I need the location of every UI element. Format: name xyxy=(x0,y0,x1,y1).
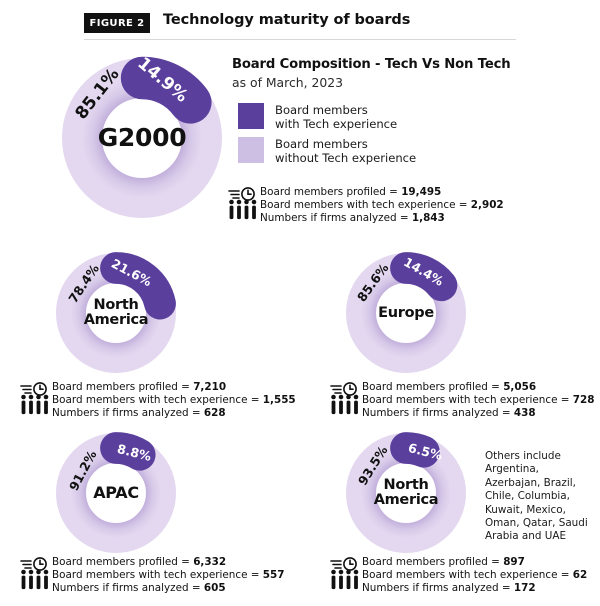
stats-icons-g2000 xyxy=(228,186,260,222)
donut-value-g2000-tech: 14.9% xyxy=(133,53,192,107)
stats-icons-north-america xyxy=(20,381,52,417)
people-icon xyxy=(20,394,52,420)
stat-with-tech-north-america: Board members with tech experience = 1,555 xyxy=(52,394,296,407)
stats-text-europe xyxy=(362,381,594,421)
donut-value-europe-non-tech: 85.6% xyxy=(353,260,392,305)
others-include-note: Others include Argentina, Azerbajan, Brazil, Chile, Columbia, Kuwait, Mexico, Oman, Qatar, Saudi Arabia and UAE xyxy=(485,450,588,543)
chart-title: Board Composition - Tech Vs Non Tech xyxy=(232,57,511,72)
donut-label-others: North America xyxy=(373,477,439,508)
stat-profiled-g2000: Board members profiled = 19,495 xyxy=(260,186,442,198)
legend-label-tech xyxy=(275,103,397,131)
legend xyxy=(238,103,416,171)
donut-label-apac: APAC xyxy=(93,482,139,502)
stat-firms-apac: Numbers if firms analyzed = 605 xyxy=(52,582,226,595)
donut-value-apac-non-tech: 91.2% xyxy=(65,447,100,494)
donut-chart-others xyxy=(346,433,466,553)
legend-swatch-tech xyxy=(238,103,264,129)
stat-firms-g2000: Numbers if firms analyzed = 1,843 xyxy=(260,212,445,225)
donut-label-north-america: North America xyxy=(83,297,149,328)
stat-profiled-europe: Board members profiled = 5,056 xyxy=(362,381,537,393)
legend-label-non-tech-line1: Board members xyxy=(275,137,368,151)
donut-label-europe: Europe xyxy=(378,304,434,321)
donut-label-g2000: G2000 xyxy=(97,123,187,153)
donut-chart-north-america xyxy=(56,253,176,373)
stats-block-others xyxy=(330,556,587,596)
people-icon xyxy=(20,569,52,595)
stats-text-g2000 xyxy=(260,186,504,226)
people-icon xyxy=(330,394,362,420)
legend-label-tech-line1: Board members xyxy=(275,103,368,117)
figure-header xyxy=(0,0,600,46)
stats-text-apac xyxy=(52,556,284,596)
legend-label-non-tech-line2: without Tech experience xyxy=(275,151,417,165)
donut-value-north-america-non-tech: 78.4% xyxy=(65,261,103,306)
people-icon xyxy=(228,199,260,225)
donut-value-apac-tech: 8.8% xyxy=(115,441,153,464)
chart-subtitle: as of March, 2023 xyxy=(232,75,344,90)
stat-with-tech-others: Board members with tech experience = 62 xyxy=(362,569,588,582)
stat-firms-north-america: Numbers if firms analyzed = 628 xyxy=(52,407,226,420)
stats-block-apac xyxy=(20,556,284,596)
legend-item-non-tech xyxy=(238,137,416,165)
stat-with-tech-europe: Board members with tech experience = 728 xyxy=(362,394,595,407)
stat-with-tech-apac: Board members with tech experience = 557 xyxy=(52,569,285,582)
donut-value-others-non-tech: 93.5% xyxy=(354,443,391,488)
donut-chart-g2000 xyxy=(62,58,222,218)
stats-text-north-america xyxy=(52,381,296,421)
people-icon xyxy=(330,569,362,595)
stat-profiled-north-america: Board members profiled = 7,210 xyxy=(52,381,227,393)
donut-value-north-america-tech: 21.6% xyxy=(109,255,155,290)
stats-block-g2000 xyxy=(228,186,504,226)
donut-chart-apac xyxy=(56,433,176,553)
donut-chart-europe xyxy=(346,253,466,373)
stat-firms-others: Numbers if firms analyzed = 172 xyxy=(362,582,536,595)
legend-item-tech xyxy=(238,103,416,131)
stats-icons-europe xyxy=(330,381,362,417)
stat-profiled-apac: Board members profiled = 6,332 xyxy=(52,556,227,568)
stat-profiled-others: Board members profiled = 897 xyxy=(362,556,525,568)
legend-swatch-non-tech xyxy=(238,137,264,163)
legend-label-tech-line2: with Tech experience xyxy=(275,117,398,131)
donut-value-others-tech: 6.5% xyxy=(406,440,444,463)
stats-text-others xyxy=(362,556,587,596)
stats-block-north-america xyxy=(20,381,296,421)
donut-value-europe-tech: 14.4% xyxy=(401,254,447,289)
stats-icons-apac xyxy=(20,556,52,592)
stats-block-europe xyxy=(330,381,594,421)
stat-with-tech-g2000: Board members with tech experience = 2,902 xyxy=(260,199,504,212)
figure-badge: FIGURE 2 xyxy=(84,13,150,33)
stat-firms-europe: Numbers if firms analyzed = 438 xyxy=(362,407,536,420)
stats-icons-others xyxy=(330,556,362,592)
legend-label-non-tech xyxy=(275,137,416,165)
page-title: Technology maturity of boards xyxy=(163,12,411,28)
donut-value-g2000-non-tech: 85.1% xyxy=(71,64,124,124)
header-divider xyxy=(84,39,516,40)
